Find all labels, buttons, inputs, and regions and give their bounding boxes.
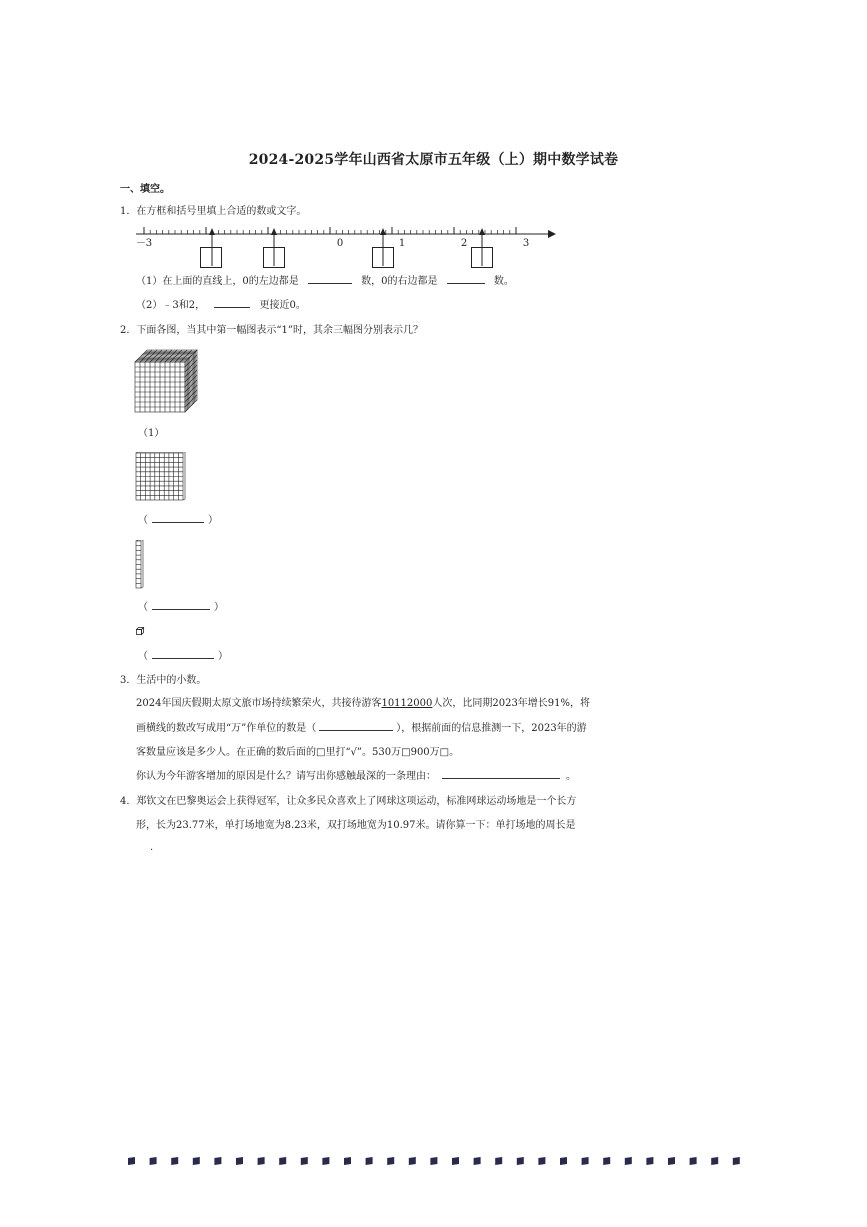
- q3-blank-reason[interactable]: [442, 778, 560, 779]
- q2-blank-3[interactable]: [152, 609, 210, 610]
- q2-label-1: （1）: [138, 428, 165, 439]
- footer-decoration: [128, 1155, 748, 1169]
- unit-cube-image: [136, 627, 146, 637]
- answer-box-4[interactable]: [471, 247, 493, 268]
- answer-box-1[interactable]: [200, 247, 222, 268]
- ten-rod-image: [135, 540, 145, 590]
- number-line-label: 3: [522, 238, 530, 249]
- number-line-arrow: [548, 230, 556, 238]
- page-title: 2024-2025学年山西省太原市五年级（上）期中数学试卷: [248, 152, 619, 168]
- section-heading: 一、填空。: [120, 184, 170, 195]
- q1-sub1: [136, 275, 514, 289]
- q1-stem: 1．在方框和括号里填上合适的数或文字。: [120, 206, 307, 217]
- q2-answer-4: （ ）: [138, 651, 228, 662]
- underlined-number: 10112000: [381, 698, 433, 709]
- q1-blank-right[interactable]: [447, 283, 485, 284]
- q1-sub2: [136, 299, 306, 313]
- q3-line1: 2024年国庆假期太原文旅市场持续繁荣火，共接待游客10112000人次，比同期2023年增长91%，将: [136, 698, 591, 709]
- q2-blank-2[interactable]: [152, 522, 204, 523]
- q1-sub2-text-b: 更接近0。: [259, 300, 306, 311]
- number-line-label: 0: [336, 238, 344, 249]
- answer-box-3[interactable]: [372, 247, 394, 268]
- q4-line2: 形，长为23.77米，单打场地宽为8.23米，双打场地宽为10.97米。请你算一下：单打场地的周长是: [136, 820, 576, 831]
- q1-sub1-text-b: 数，0的右边都是: [361, 276, 438, 287]
- hundred-flat-image: [135, 452, 187, 502]
- q1-sub2-text-a: （2）﹣3和2，: [136, 300, 206, 311]
- q1-blank-left[interactable]: [308, 283, 352, 284]
- q3-line3: 客数量应该是多少人。在正确的数后面的□里打“√”。530万□900万□。: [136, 747, 460, 758]
- q4-line1: 4．郑钦文在巴黎奥运会上获得冠军，让众多民众喜欢上了网球这项运动，标准网球运动场地是一个长方: [120, 796, 577, 807]
- q2-answer-2: （ ）: [138, 515, 218, 526]
- q3-line4: 你认为今年游客增加的原因是什么？请写出你感触最深的一条理由： 。: [136, 771, 576, 782]
- number-line-label: 2: [460, 238, 468, 249]
- q1-sub1-text-c: 数。: [493, 276, 514, 287]
- number-line-label: －3: [135, 238, 153, 249]
- thousand-cube-image: [134, 348, 204, 416]
- q2-stem: 2．下面各图，当其中第一幅图表示“1”时，其余三幅图分别表示几？: [120, 325, 423, 336]
- q2-answer-3: （ ）: [138, 602, 224, 613]
- number-line: [130, 222, 560, 270]
- q3-blank-wan[interactable]: [319, 730, 393, 731]
- q3-stem: 3．生活中的小数。: [120, 675, 207, 686]
- q1-blank-closer[interactable]: [214, 307, 250, 308]
- answer-box-2[interactable]: [263, 247, 285, 268]
- q4-line3: .: [150, 842, 154, 853]
- q1-sub1-text-a: （1）在上面的直线上，0的左边都是: [136, 276, 299, 287]
- number-line-label: 1: [398, 238, 406, 249]
- q3-line2: 画横线的数改写成用“万”作单位的数是（ ），根据前面的信息推测一下，2023年的游: [136, 723, 587, 734]
- q2-blank-4[interactable]: [152, 658, 214, 659]
- number-line-ticks: [144, 227, 516, 234]
